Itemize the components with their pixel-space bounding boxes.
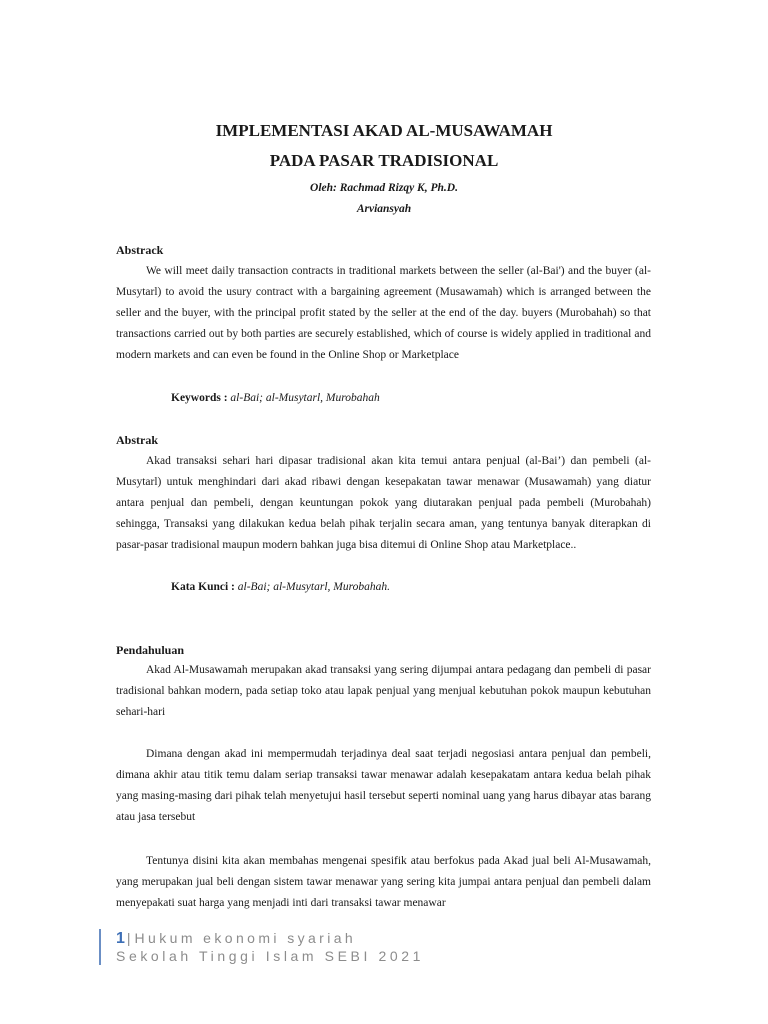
kata-kunci-label: Kata Kunci :: [171, 581, 235, 593]
abstract-id-keywords: [171, 580, 390, 594]
footer-line-1: [116, 929, 356, 948]
kata-kunci-value: al-Bai; al-Musytarl, Murobahah.: [237, 581, 391, 593]
title-line-2: PADA PASAR TRADISIONAL: [269, 151, 499, 170]
abstract-en-heading: Abstrack: [116, 243, 164, 257]
abstract-id-heading: Abstrak: [116, 433, 159, 447]
introduction-paragraph-2: Dimana dengan akad ini mempermudah terjadinya deal saat terjadi negosiasi antara penjual dan pembeli, dimana akhir atau titik temu dalam seriap transaksi tawar menawar adalah kesepakatam antara kedua belah pihak yang masing-masing dari pihak telah menyetujui hasil tersebut seperti nominal uang yang harus dibayar atas barang atau jasa tersebut: [116, 748, 651, 823]
page-number: 1: [116, 930, 125, 947]
introduction-heading: Pendahuluan: [116, 643, 185, 657]
footer-separator: |: [126, 930, 131, 946]
introduction-paragraph-1: Akad Al-Musawamah merupakan akad transaksi yang sering dijumpai antara pedagang dan pembeli di pasar tradisional bahkan modern, pada setiap toko atau lapak penjual yang menjual kebutuhan pokok maupun kebutuhan sehari-hari: [116, 664, 651, 718]
keywords-value: al-Bai; al-Musytarl, Murobahah: [230, 392, 380, 404]
abstract-en-keywords: [171, 391, 380, 405]
coauthor-line: Arviansyah: [356, 203, 412, 215]
introduction-paragraph-3: Tentunya disini kita akan membahas mengenai spesifik atau berfokus pada Akad jual beli Al-Musawamah, yang merupakan jual beli dengan sistem tawar menawar yang sering kita jumpai antara penjual dan pembeli dalam menyepakati suat harga yang menjadi inti dari transaksi tawar menawar: [116, 855, 651, 909]
author-line: Oleh: Rachmad Rizqy K, Ph.D.: [310, 182, 458, 194]
footer-course-name: Hukum ekonomi syariah: [134, 930, 357, 946]
keywords-label: Keywords :: [171, 392, 228, 404]
title-line-1: IMPLEMENTASI AKAD AL-MUSAWAMAH: [215, 121, 553, 140]
footer-institution: Sekolah Tinggi Islam SEBI 2021: [116, 948, 425, 964]
footer-accent-bar: [99, 929, 101, 965]
abstract-id-body: Akad transaksi sehari hari dipasar tradisional akan kita temui antara penjual (al-Bai’) dan pembeli (al-Musytarl) untuk menghindari dari akad ribawi dengan kesepakatan tawar menawar (Musawamah) yang diatur antara penjual dan pembeli, dengan keuntungan pokok yang diutarakan penjual pada pembeli (Murobahah) sehingga, Transaksi yang dilakukan kedua belah pihak terjalin secara aman, yang tentunya banyak diterapkan di pasar-pasar tradisional maupun modern bahkan juga bisa ditemui di Online Shop atau Marketplace..: [116, 455, 651, 551]
abstract-en-body: We will meet daily transaction contracts in traditional markets between the seller (al-Bai') and the buyer (al-Musytarl) to avoid the usury contract with a bargaining agreement (Musawamah) which is arranged between the seller and the buyer, with the principal profit stated by the seller at the end of the day. buyers (Murobahah) so that transactions carried out by both parties are securely established, which of course is widely applied in traditional and modern markets and can even be found in the Online Shop or Marketplace: [116, 265, 651, 361]
